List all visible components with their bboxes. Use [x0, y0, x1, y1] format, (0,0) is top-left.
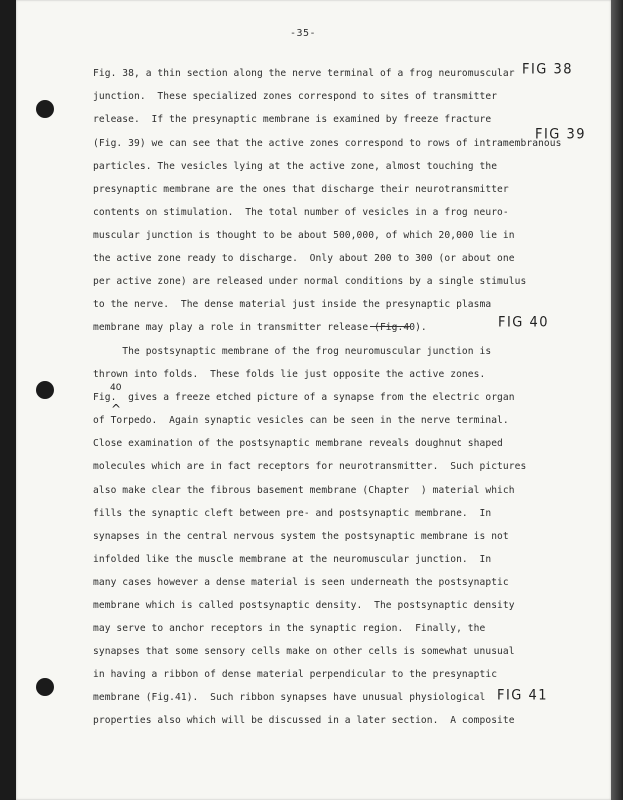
text-line: fills the synaptic cleft between pre- and postsynaptic membrane. In — [93, 508, 492, 519]
text-line: junction. These specialized zones correspond to sites of transmitter — [93, 91, 498, 102]
text-line: molecules which are in fact receptors for neurotransmitter. Such pictures — [93, 461, 527, 472]
margin-note-fig41: FIG 41 — [497, 687, 549, 704]
text-line: of Torpedo. Again synaptic vesicles can be seen in the nerve terminal. — [93, 415, 509, 426]
text-line: (Fig. 39) we can see that the active zones correspond to rows of intramembranous — [93, 138, 562, 149]
text-line: particles. The vesicles lying at the active zone, almost touching the — [93, 161, 498, 172]
margin-note-fig38: FIG 38 — [522, 61, 574, 78]
punch-hole-middle — [36, 381, 54, 399]
text-line: in having a ribbon of dense material perpendicular to the presynaptic — [93, 669, 498, 680]
punch-hole-top — [36, 100, 54, 118]
punch-hole-bottom — [36, 678, 54, 696]
text-line: also make clear the fibrous basement membrane (Chapter ) material which — [93, 485, 515, 496]
text-line: release. If the presynaptic membrane is examined by freeze fracture — [93, 114, 492, 125]
text-line: Fig. gives a freeze etched picture of a synapse from the electric organ — [93, 392, 515, 403]
text-line: Fig. 38, a thin section along the nerve terminal of a frog neuromuscular — [93, 68, 515, 79]
text-line: presynaptic membrane are the ones that discharge their neurotransmitter — [93, 184, 509, 195]
text-line: membrane (Fig.41). Such ribbon synapses have unusual physiological — [93, 692, 486, 703]
text-line: per active zone) are released under normal conditions by a single stimulus — [93, 276, 527, 287]
text-line: membrane may play a role in transmitter release (Fig.40). — [93, 322, 427, 333]
text-line: thrown into folds. These folds lie just opposite the active zones. — [93, 369, 486, 380]
text-line: The postsynaptic membrane of the frog neuromuscular junction is — [93, 346, 492, 357]
inline-note-fig40: 40 — [110, 383, 122, 393]
text-line: contents on stimulation. The total number of vesicles in a frog neuro- — [93, 207, 509, 218]
text-line: the active zone ready to discharge. Only about 200 to 300 (or about one — [93, 253, 515, 264]
text-line: many cases however a dense material is seen underneath the postsynaptic — [93, 577, 509, 588]
margin-note-fig40: FIG 40 — [498, 314, 550, 331]
text-line: synapses that some sensory cells make on other cells is somewhat unusual — [93, 646, 515, 657]
margin-note-fig39: FIG 39 — [535, 126, 587, 143]
text-line: synapses in the central nervous system the postsynaptic membrane is not — [93, 531, 509, 542]
page-number: -35- — [290, 28, 317, 39]
text-line: to the nerve. The dense material just inside the presynaptic plasma — [93, 299, 492, 310]
insertion-caret: ^ — [111, 402, 122, 416]
text-line: may serve to anchor receptors in the synaptic region. Finally, the — [93, 623, 486, 634]
text-line: properties also which will be discussed in a later section. A composite — [93, 715, 515, 726]
text-line: muscular junction is thought to be about 500,000, of which 20,000 lie in — [93, 230, 515, 241]
text-line: infolded like the muscle membrane at the neuromuscular junction. In — [93, 554, 492, 565]
page-edge-shadow — [611, 0, 623, 800]
text-line: Close examination of the postsynaptic membrane reveals doughnut shaped — [93, 438, 503, 449]
text-line: membrane which is called postsynaptic density. The postsynaptic density — [93, 600, 515, 611]
